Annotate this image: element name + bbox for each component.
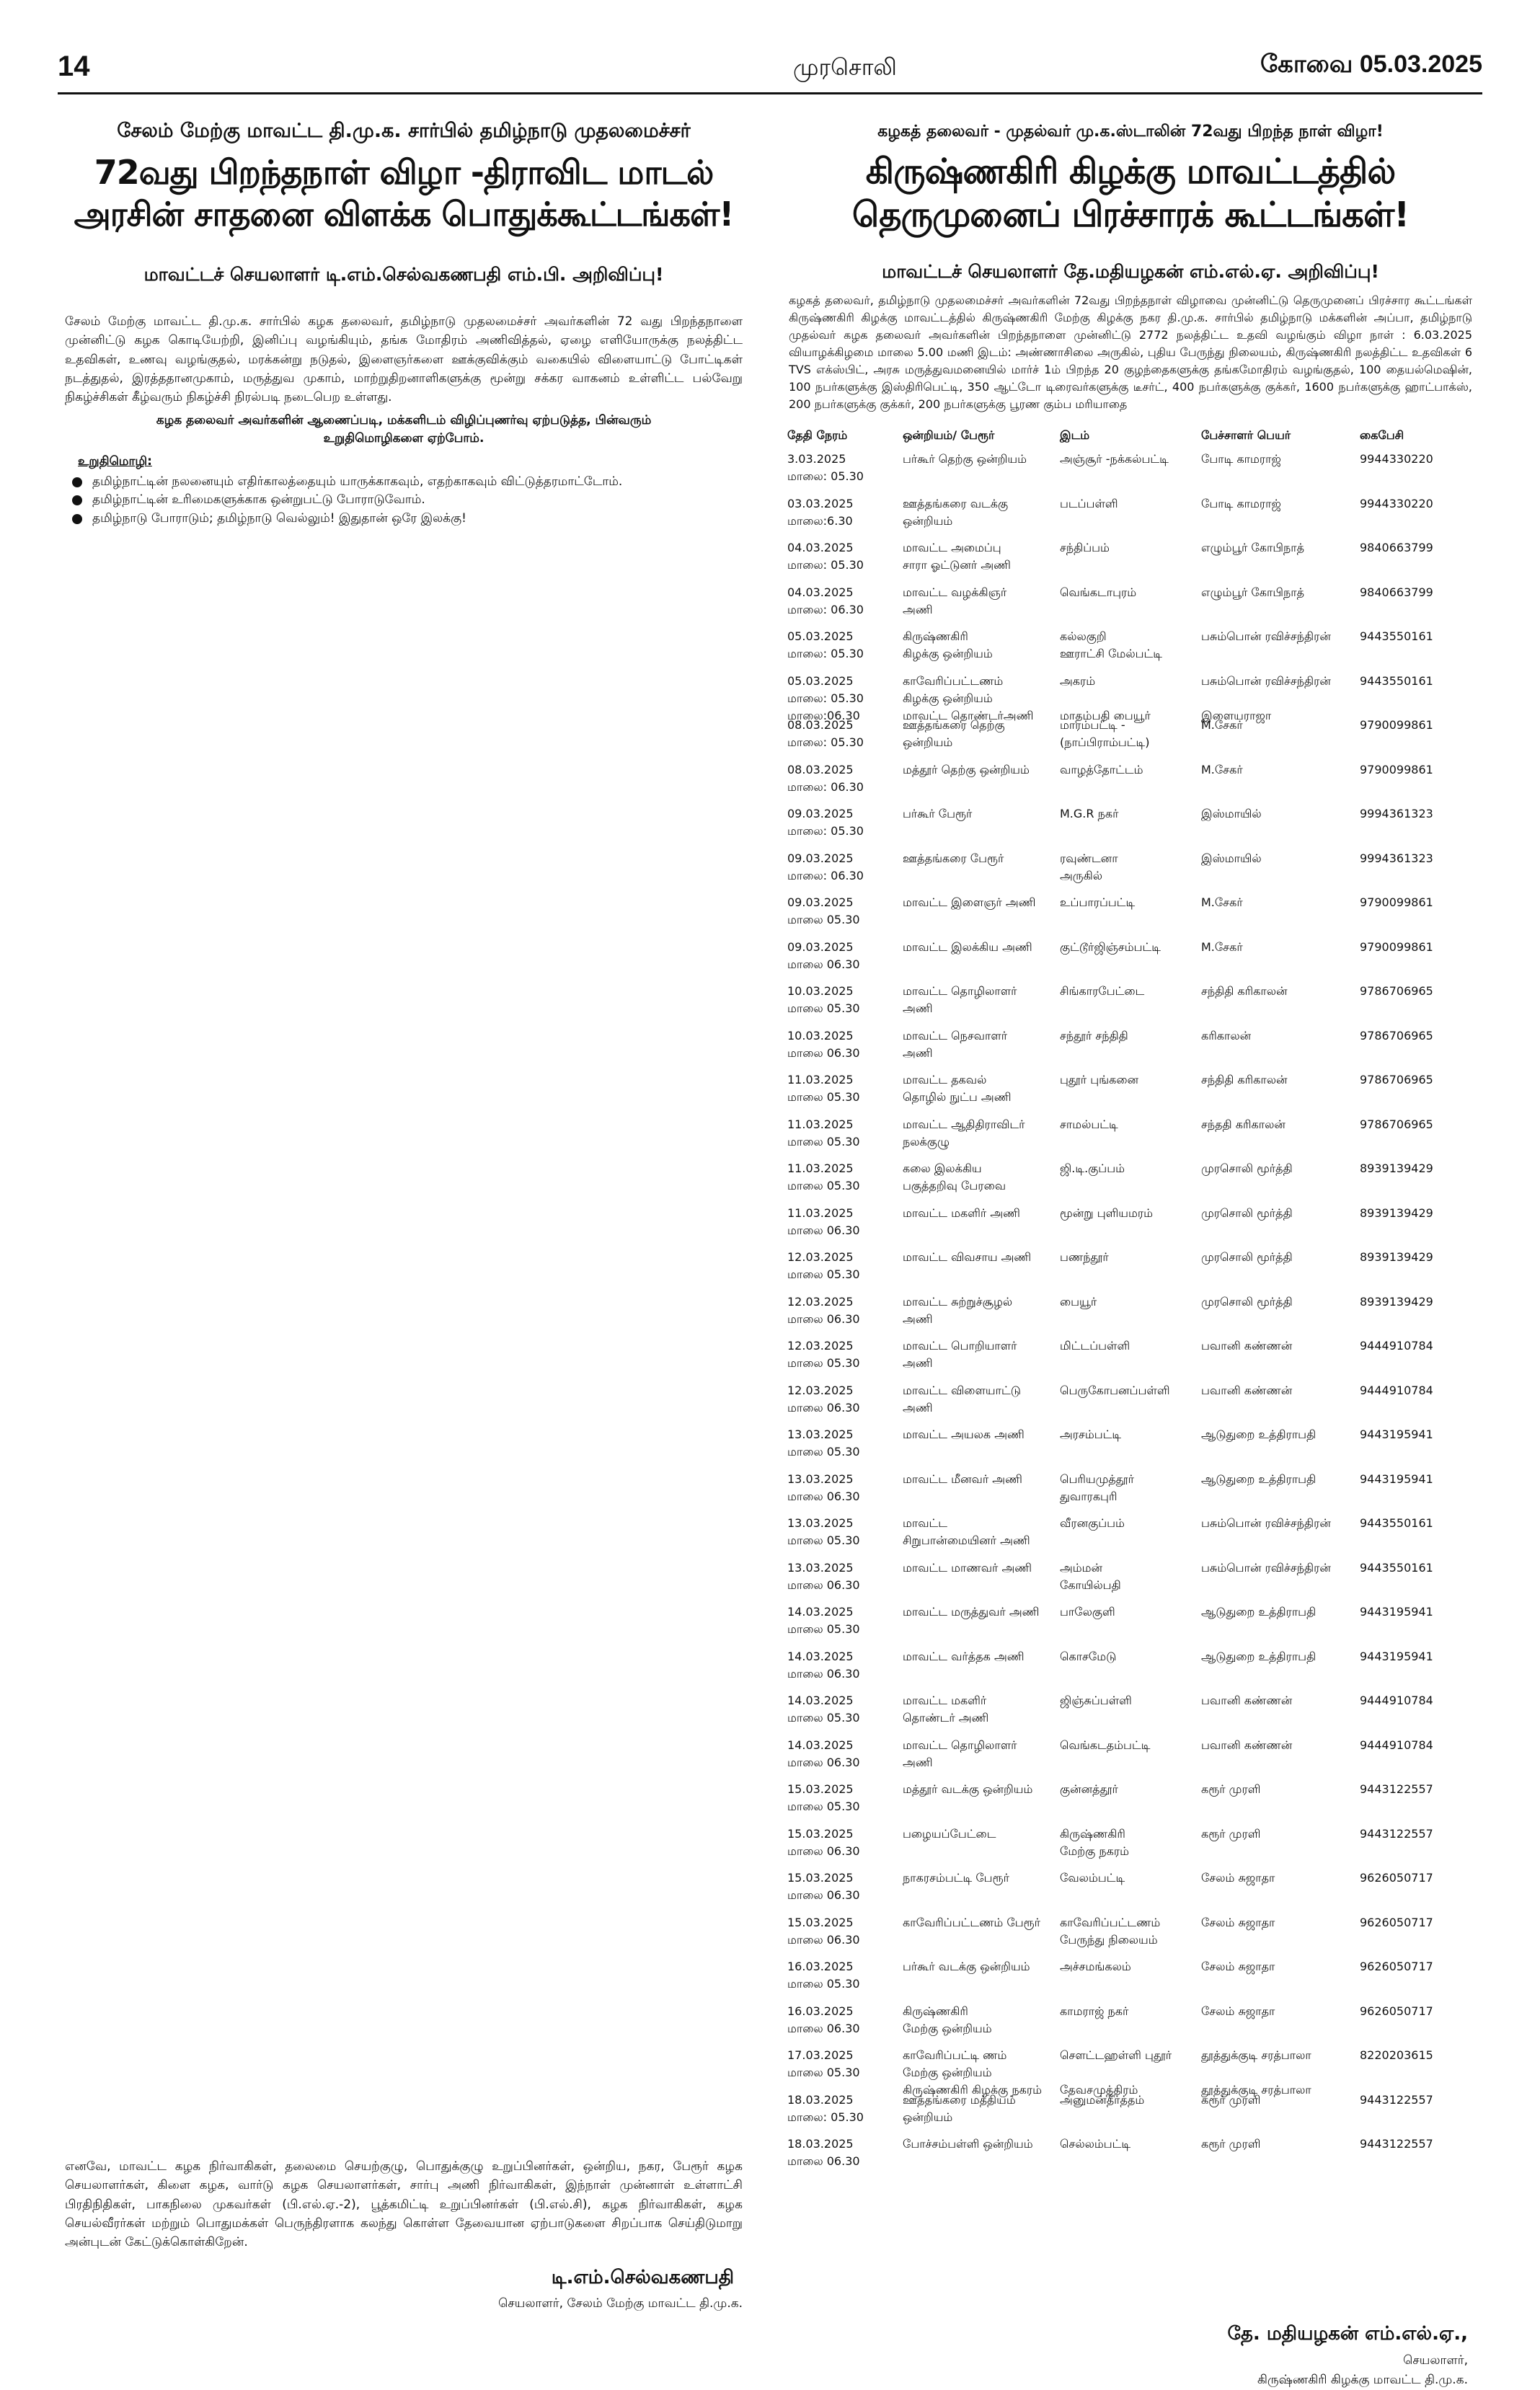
cell-place: அனுமன்தீர்த்தம்	[1060, 2092, 1145, 2107]
left-headline	[58, 152, 750, 235]
cell-phone: 9786706965	[1360, 1073, 1433, 1086]
cell-speaker: முரசொலி மூர்த்தி	[1201, 1294, 1293, 1309]
cell-phone: 8939139429	[1360, 1205, 1433, 1220]
cell-speaker: முரசொலி மூர்த்தி	[1201, 1205, 1293, 1220]
left-notice-line-1: கழக தலைவர் அவர்களின் ஆணைப்படி, மக்களிடம் விழிப்புணர்வு ஏற்படுத்த, பின்வரும்	[156, 412, 652, 428]
cell-union: மாவட்ட மீனவர் அணி	[903, 1471, 1022, 1486]
cell-speaker: M.சேகர்	[1201, 762, 1243, 776]
right-headline-line-1: கிருஷ்ணகிரி கிழக்கு மாவட்டத்தில்	[865, 151, 1396, 192]
cell-union: மாவட்ட இளைஞர் அணி	[903, 895, 1036, 909]
table-row	[787, 492, 1465, 537]
cell-place: வாழத்தோட்டம்	[1060, 762, 1143, 776]
cell-speaker: இஸ்மாயில்	[1201, 807, 1262, 820]
bullet-icon	[72, 514, 82, 524]
cell-date: 15.03.2025 மாலை 06.30	[787, 1915, 860, 1947]
cell-date: 12.03.2025 மாலை 05.30	[787, 1339, 860, 1370]
cell-place: செல்லம்பட்டி	[1060, 2137, 1131, 2151]
right-subhead: மாவட்டச் செயலாளர் தே.மதியழகன் எம்.எல்.ஏ. அறிவிப்பு!	[882, 261, 1379, 282]
table-row	[787, 1823, 1465, 1867]
left-closing: எனவே, மாவட்ட கழக நிர்வாகிகள், தலைமை செயற்குழு, பொதுக்குழு உறுப்பினர்கள், ஒன்றிய, நகர, பேரூர் கழக செயலாளர்கள், கிளை கழக, வார்டு கழக செயலாளர்கள், சார்பு அணி நிர்வாகிகள், இந்நாள் முன்னாள் உள்ளாட்சி பிரதிநிதிகள், பாகநிலை முகவர்கள் (பி.எல்.ஏ.-2), பூத்கமிட்டி உறுப்பினர்கள் (பி.எல்.சி), கழக நிர்வாகிகள், கழக செயல்வீரர்கள் மற்றும் பொதுமக்கள் பெருந்திரளாக கலந்து கொள்ள தேவையான ஏற்பாடுகளை சிறப்பாக செய்திடுமாறு அன்புடன் கேட்டுக்கொள்கிறேன்.	[65, 2159, 743, 2250]
pledge-item	[72, 510, 750, 528]
cell-date: 12.03.2025 மாலை 05.30	[787, 1250, 860, 1281]
cell-date: 17.03.2025 மாலை 05.30	[787, 2048, 860, 2079]
cell-phone: 9626050717	[1360, 1871, 1433, 1885]
cell-union: மத்தூர் தெற்கு ஒன்றியம்	[903, 762, 1030, 776]
cell-phone: 9444910784	[1360, 1738, 1433, 1752]
cell-union: மாவட்ட மருத்துவர் அணி	[903, 1605, 1040, 1619]
table-row	[787, 1778, 1465, 1823]
cell-date: 13.03.2025 மாலை 06.30	[787, 1471, 860, 1503]
table-row	[787, 581, 1465, 626]
cell-phone: 9786706965	[1360, 1028, 1433, 1043]
cell-date: 15.03.2025 மாலை 06.30	[787, 1826, 860, 1858]
pledge-text: தமிழ்நாட்டின் நலனையும் எதிர்காலத்தையும் யாருக்காகவும், எதற்காகவும் விட்டுத்தரமாட்டோம்.	[92, 474, 623, 489]
table-row	[787, 2044, 1465, 2097]
table-row	[787, 891, 1465, 936]
left-notice-line-2: உறுதிமொழிகளை ஏற்போம்.	[323, 431, 484, 446]
bullet-icon	[72, 477, 82, 487]
cell-union: மாவட்ட மாணவர் அணி	[903, 1560, 1032, 1575]
cell-phone: 9444910784	[1360, 1383, 1433, 1397]
left-notice	[58, 412, 750, 448]
cell-date: 11.03.2025 மாலை 05.30	[787, 1117, 860, 1148]
table-row	[787, 1157, 1465, 1202]
cell-date: 04.03.2025 மாலை: 05.30	[787, 541, 864, 572]
cell-place: ரவுண்டனா அருகில்	[1060, 851, 1118, 882]
cell-speaker: தூத்துக்குடி சரத்பாலா தூத்துக்குடி சரத்பாலா	[1201, 2048, 1311, 2097]
cell-date: 09.03.2025 மாலை 05.30	[787, 895, 860, 926]
pledge-list	[58, 473, 750, 528]
cell-date: 16.03.2025 மாலை 06.30	[787, 2004, 860, 2035]
cell-date: 09.03.2025 மாலை: 06.30	[787, 851, 864, 882]
cell-date: 15.03.2025 மாலை 06.30	[787, 1871, 860, 1902]
cell-phone: 9994361323	[1360, 807, 1433, 820]
table-row	[787, 536, 1465, 581]
cell-union: மாவட்ட வர்த்தக அணி	[903, 1649, 1025, 1663]
cell-speaker: M.சேகர்	[1201, 718, 1243, 732]
cell-phone: 9790099861	[1360, 939, 1433, 954]
cell-speaker: இஸ்மாயில்	[1201, 851, 1262, 865]
cell-speaker: பசும்பொன் ரவிச்சந்திரன்	[1201, 629, 1331, 643]
cell-phone: 9994361323	[1360, 851, 1433, 865]
cell-speaker: முரசொலி மூர்த்தி	[1201, 1250, 1293, 1264]
cell-speaker: சந்ததி கரிகாலன்	[1201, 1117, 1285, 1131]
cell-phone: 9443195941	[1360, 1649, 1433, 1663]
schedule-body	[787, 448, 1465, 2177]
table-row	[787, 980, 1465, 1024]
cell-phone: 9790099861	[1360, 895, 1433, 909]
cell-speaker: ஆடுதுறை உத்திராபதி	[1201, 1649, 1316, 1663]
cell-phone: 9443122557	[1360, 2137, 1433, 2151]
right-headline-line-2: தெருமுனைப் பிரச்சாரக் கூட்டங்கள்!	[851, 195, 1410, 235]
cell-speaker: பவானி கண்ணன்	[1201, 1694, 1293, 1707]
cell-phone: 9786706965	[1360, 1117, 1433, 1131]
cell-date: 13.03.2025 மாலை 06.30	[787, 1560, 860, 1592]
pledge-text: தமிழ்நாடு போராடும்; தமிழ்நாடு வெல்லும்! இதுதான் ஒரே இலக்கு!	[92, 510, 466, 526]
table-row	[787, 1423, 1465, 1468]
table-row	[787, 936, 1465, 981]
cell-date: 14.03.2025 மாலை 06.30	[787, 1738, 860, 1769]
cell-speaker: போடி காமராஜ்	[1201, 452, 1281, 466]
cell-union: மாவட்ட இலக்கிய அணி	[903, 939, 1032, 954]
right-signatory-role-1: செயலாளர்,	[1403, 2353, 1468, 2368]
cell-union: மாவட்ட தகவல் தொழில் நுட்ப அணி	[903, 1073, 1012, 1104]
cell-phone: 9786706965	[1360, 984, 1433, 998]
bullet-icon	[72, 495, 82, 505]
cell-place: அரசம்பட்டி	[1060, 1428, 1122, 1441]
cell-phone: 9443195941	[1360, 1471, 1433, 1486]
cell-speaker: சேலம் சுஜாதா	[1201, 1960, 1275, 1973]
cell-speaker: கரூர் முரளி	[1201, 1826, 1261, 1841]
cell-phone: 9790099861	[1360, 762, 1433, 776]
cell-speaker: போடி காமராஜ்	[1201, 496, 1281, 510]
cell-union: காவேரிப்பட்டி ணம் மேற்கு ஒன்றியம் கிருஷ்ணகிரி கிழக்கு நகரம்	[903, 2048, 1042, 2097]
cell-date: 3.03.2025 மாலை: 05.30	[787, 452, 864, 483]
cell-place: பாலேகுளி	[1060, 1605, 1115, 1619]
cell-union: காவேரிப்பட்டணம் கிழக்கு ஒன்றியம் மாவட்ட தொண்டர்அணி	[903, 673, 1034, 722]
paper-name: முரசொலி	[793, 53, 897, 81]
left-headline-line-1: 72வது பிறந்தநாள் விழா -திராவிட மாடல்	[94, 153, 714, 192]
left-signatory: டி.எம்.செல்வகணபதி	[551, 2267, 734, 2288]
cell-union: மாவட்ட மகளிர் தொண்டர் அணி	[903, 1694, 989, 1725]
cell-union: மாவட்ட ஆதிதிராவிடர் நலக்குழு	[903, 1117, 1025, 1148]
header-speaker: பேச்சாளர் பெயர்	[1201, 428, 1291, 442]
table-row	[787, 1689, 1465, 1734]
cell-union: மாவட்ட விளையாட்டு அணி	[903, 1383, 1021, 1415]
cell-speaker: பவானி கண்ணன்	[1201, 1738, 1293, 1752]
cell-place: அம்மன் கோயில்பதி	[1060, 1560, 1121, 1592]
cell-place: அஞ்சூர் -நக்கல்பட்டி	[1060, 452, 1169, 466]
table-row	[787, 1202, 1465, 1247]
cell-date: 13.03.2025 மாலை 05.30	[787, 1428, 860, 1459]
pledge-title: உறுதிமொழி:	[78, 453, 152, 469]
table-row	[787, 1601, 1465, 1645]
table-row	[787, 1557, 1465, 1601]
cell-speaker: கரூர் முரளி	[1201, 1782, 1261, 1796]
cell-place: வேலம்பட்டி	[1060, 1871, 1125, 1885]
cell-place: மிட்டப்பள்ளி	[1060, 1339, 1130, 1353]
table-row	[787, 1512, 1465, 1557]
cell-place: சாமல்பட்டி	[1060, 1117, 1118, 1131]
cell-speaker: கரிகாலன்	[1201, 1028, 1252, 1043]
cell-union: மாவட்ட சிறுபான்மையினர் அணி	[903, 1516, 1030, 1547]
cell-phone: 9840663799	[1360, 585, 1433, 599]
cell-place: அச்சமங்கலம்	[1060, 1960, 1131, 1973]
cell-union: மாவட்ட பொறியாளர் அணி	[903, 1339, 1017, 1370]
cell-union: ஊத்தங்கரை வடக்கு ஒன்றியம்	[903, 496, 1009, 528]
cell-union: ஊத்தங்கரை தெற்கு ஒன்றியம்	[903, 718, 1005, 749]
cell-speaker: சேலம் சுஜாதா	[1201, 1871, 1275, 1885]
cell-date: 14.03.2025 மாலை 06.30	[787, 1649, 860, 1681]
cell-date: 11.03.2025 மாலை 06.30	[787, 1205, 860, 1237]
cell-place: மூன்று புளியமரம்	[1060, 1205, 1154, 1220]
cell-place: கல்லகுறி ஊராட்சி மேல்பட்டி	[1060, 629, 1163, 660]
cell-speaker: சந்திதி கரிகாலன்	[1201, 1073, 1288, 1086]
cell-place: குட்டூர்ஜிஞ்சம்பட்டி	[1060, 939, 1161, 954]
right-headline	[779, 150, 1482, 236]
cell-union: காவேரிப்பட்டணம் பேரூர்	[903, 1915, 1041, 1929]
cell-date: 05.03.2025 மாலை: 05.30	[787, 629, 864, 660]
cell-phone: 9443122557	[1360, 2092, 1433, 2107]
cell-date: 18.03.2025 மாலை 06.30	[787, 2137, 860, 2168]
cell-speaker: ஆடுதுறை உத்திராபதி	[1201, 1428, 1316, 1441]
table-row	[787, 670, 1465, 722]
cell-place: உப்பாரப்பட்டி	[1060, 895, 1136, 909]
cell-union: மாவட்ட வழக்கிஞர் அணி	[903, 585, 1007, 616]
cell-date: 10.03.2025 மாலை 05.30	[787, 984, 860, 1015]
cell-date: 09.03.2025 மாலை: 05.30	[787, 807, 864, 838]
cell-union: மாவட்ட அமைப்பு சாரா ஓட்டுனர் அணி	[903, 541, 1011, 572]
cell-place: சௌட்டஹள்ளி புதூர் தேவசமுத்திரம்	[1060, 2048, 1172, 2097]
cell-union: மாவட்ட சுற்றுச்சூழல் அணி	[903, 1294, 1013, 1326]
table-row	[787, 1911, 1465, 1956]
cell-speaker: M.சேகர்	[1201, 939, 1243, 954]
cell-phone: 9626050717	[1360, 2004, 1433, 2018]
pledge-text: தமிழ்நாட்டின் உரிமைகளுக்காக ஒன்றுபட்டு போராடுவோம்.	[92, 492, 425, 508]
cell-place: சிங்காரபேட்டை	[1060, 984, 1145, 998]
cell-date: 15.03.2025 மாலை 05.30	[787, 1782, 860, 1813]
cell-date: 10.03.2025 மாலை 06.30	[787, 1028, 860, 1060]
table-row	[787, 1291, 1465, 1335]
left-subhead: மாவட்டச் செயலாளர் டி.எம்.செல்வகணபதி எம்.பி. அறிவிப்பு!	[143, 264, 664, 286]
cell-speaker: சேலம் சுஜாதா	[1201, 2004, 1275, 2018]
table-row	[787, 448, 1465, 492]
right-kicker: கழகத் தலைவர் - முதல்வர் மு.க.ஸ்டாலின் 72வது பிறந்த நாள் விழா!	[877, 123, 1384, 141]
table-row	[787, 1335, 1465, 1379]
table-row	[787, 847, 1465, 892]
cell-speaker: பவானி கண்ணன்	[1201, 1339, 1293, 1353]
table-row	[787, 2000, 1465, 2045]
cell-speaker: ஆடுதுறை உத்திராபதி	[1201, 1471, 1316, 1486]
cell-speaker: பவானி கண்ணன்	[1201, 1383, 1293, 1397]
cell-date: 03.03.2025 மாலை:6.30	[787, 496, 854, 528]
cell-speaker: கரூர் முரளி	[1201, 2137, 1261, 2151]
cell-union: மாவட்ட மகளிர் அணி	[903, 1205, 1020, 1220]
left-headline-line-2: அரசின் சாதனை விளக்க பொதுக்கூட்டங்கள்!	[74, 194, 734, 234]
cell-place: பையூர்	[1060, 1294, 1097, 1309]
cell-phone: 8939139429	[1360, 1161, 1433, 1175]
cell-date: 13.03.2025 மாலை 05.30	[787, 1516, 860, 1547]
table-row	[787, 802, 1465, 847]
table-row	[787, 1734, 1465, 1779]
cell-place: கொசமேடு	[1060, 1649, 1117, 1663]
cell-date: 14.03.2025 மாலை 05.30	[787, 1694, 860, 1725]
cell-union: பழையப்பேட்டை	[903, 1826, 996, 1841]
right-signatory-role	[1228, 2351, 1468, 2390]
cell-place: காவேரிப்பட்டணம் பேருந்து நிலையம்	[1060, 1915, 1161, 1947]
cell-union: பர்கூர் தெற்கு ஒன்றியம்	[903, 452, 1027, 466]
cell-union: கிருஷ்ணகிரி மேற்கு ஒன்றியம்	[903, 2004, 992, 2035]
cell-union: மாவட்ட தொழிலாளர் அணி	[903, 1738, 1017, 1769]
cell-date: 18.03.2025 மாலை: 05.30	[787, 2092, 864, 2124]
pledge-item	[72, 473, 750, 492]
table-row	[787, 1468, 1465, 1513]
cell-place: காமராஜ் நகர்	[1060, 2004, 1129, 2018]
cell-date: 08.03.2025 மாலை: 05.30	[787, 718, 864, 749]
left-body: சேலம் மேற்கு மாவட்ட தி.மு.க. சார்பில் கழக தலைவர், தமிழ்நாடு முதலமைச்சர் அவர்களின் 72 வது பிறந்தநாளை முன்னிட்டு கழக கொடியேற்றி, இனிப்பு வழங்கியும், தங்க மோதிரம் அணிவித்தல், ஏழை எளியோருக்கு நலத்திட்ட உதவிகள், உணவு வழங்குதல், மரக்கன்று நடுதல், இளைஞர்களை ஊக்குவிக்கும் வகையில் விளையாட்டு போட்டிகள் நடத்துதல், இரத்ததானமுகாம், மருத்துவ முகாம், மாற்றுதிறனாளிகளுக்கு மூன்று சக்கர வாகனம் உள்ளிட்ட பல்வேறு நிகழ்ச்சிகள் கீழ்வரும் நிகழ்ச்சி நிரல்படி நடைபெற உள்ளது.	[65, 314, 743, 405]
right-body: கழகத் தலைவர், தமிழ்நாடு முதலமைச்சர் அவர்களின் 72வது பிறந்தநாள் விழாவை முன்னிட்டு தெருமுனைப் பிரச்சார கூட்டங்கள் கிருஷ்ணகிரி கிழக்கு மாவட்டத்தில் கிருஷ்ணகிரி மேற்கு கிழக்கு நகர தி.மு.க. சார்பில் தமிழ்நாடு மக்களின் அப்பா, தமிழ்நாடு முதல்வர் கழக தலைவர் அவர்களின் பிறந்தநாளை முன்னிட்டு 2772 நலத்திட்ட உதவி வழங்கும் விழா நாள் : 6.03.2025 வியாழக்கிழமை மாலை 5.00 மணி இடம்: அண்ணாசிலை அருகில், புதிய பேருந்து நிலையம், கிருஷ்ணகிரி நலத்திட்ட உதவிகள் 6 TVS எக்ஸ்பிட், அரசு மருத்துவமனையில் மார்ச் 1ம் பிறந்த 20 குழந்தைகளுக்கு தங்கமோதிரம் வழங்குதல், 100 தையல்மெஷின், 100 நபர்களுக்கு இஸ்திரிபெட்டி, 350 ஆட்டோ டிரைவர்களுக்கு டீசர்ட், 400 நபர்களுக்கு குக்கர், 1600 நபர்களுக்கு ஹாட்பாக்ஸ், 200 நபர்களுக்கு குக்கர், 200 நபர்களுக்கு பூரண கும்ப மரியாதை	[789, 293, 1473, 411]
cell-speaker: சேலம் சுஜாதா	[1201, 1915, 1275, 1929]
cell-date: 16.03.2025 மாலை 05.30	[787, 1960, 860, 1991]
cell-place: பெரியமுத்தூர் துவாரகபுரி	[1060, 1471, 1134, 1503]
edition-date: கோவை 05.03.2025	[1260, 50, 1482, 78]
cell-place: மாரம்பட்டி - (நாப்பிராம்பட்டி)	[1060, 718, 1150, 749]
cell-phone: 9840663799	[1360, 541, 1433, 554]
table-row	[787, 1645, 1465, 1690]
pledge-item	[72, 491, 750, 510]
table-row	[787, 758, 1465, 803]
cell-speaker: பசும்பொன் ரவிச்சந்திரன்	[1201, 1560, 1331, 1575]
cell-phone: 9444910784	[1360, 1339, 1433, 1353]
cell-union: போச்சம்பள்ளி ஒன்றியம்	[903, 2137, 1033, 2151]
table-row	[787, 1867, 1465, 1911]
left-kicker: சேலம் மேற்கு மாவட்ட தி.மு.க. சார்பில் தமிழ்நாடு முதலமைச்சர்	[117, 120, 691, 142]
cell-date: 04.03.2025 மாலை: 06.30	[787, 585, 864, 616]
table-row	[787, 1068, 1465, 1113]
cell-union: கிருஷ்ணகிரி கிழக்கு ஒன்றியம்	[903, 629, 993, 660]
table-row	[787, 1379, 1465, 1424]
cell-union: ஊத்தங்கரை பேரூர்	[903, 851, 1004, 865]
cell-place: சந்தூர் சந்திதி	[1060, 1028, 1128, 1043]
cell-phone: 9443122557	[1360, 1826, 1433, 1841]
right-signatory: தே. மதியழகன் எம்.எல்.ஏ.,	[1227, 2323, 1468, 2345]
cell-date: 14.03.2025 மாலை 05.30	[787, 1605, 860, 1636]
cell-union: மாவட்ட நெசவாளர் அணி	[903, 1028, 1008, 1060]
cell-speaker: எழும்பூர் கோபிநாத்	[1201, 585, 1305, 599]
cell-phone: 9443550161	[1360, 629, 1433, 643]
table-row	[787, 2133, 1465, 2177]
cell-place: குன்னத்தூர்	[1060, 1782, 1118, 1796]
cell-speaker: எழும்பூர் கோபிநாத்	[1201, 541, 1305, 554]
cell-place: ஜி.டி.குப்பம்	[1060, 1161, 1125, 1175]
cell-speaker: முரசொலி மூர்த்தி	[1201, 1161, 1293, 1175]
table-row	[787, 1024, 1465, 1069]
cell-phone: 9626050717	[1360, 1960, 1433, 1973]
cell-place: பெருகோபனப்பள்ளி	[1060, 1383, 1170, 1397]
cell-date: 12.03.2025 மாலை 06.30	[787, 1383, 860, 1415]
table-row	[787, 1955, 1465, 2000]
schedule-table	[787, 423, 1465, 2177]
cell-place: வெங்கடதம்பட்டி	[1060, 1738, 1151, 1752]
cell-phone: 9790099861	[1360, 718, 1433, 732]
header-union: ஒன்றியம்/ பேரூர்	[903, 428, 995, 442]
cell-phone: 8220203615	[1360, 2048, 1433, 2062]
table-row	[787, 714, 1465, 758]
cell-speaker: சந்திதி கரிகாலன்	[1201, 984, 1288, 998]
cell-place: அகரம் மாதம்பதி பையூர்	[1060, 673, 1151, 722]
cell-speaker: பசும்பொன் ரவிச்சந்திரன்	[1201, 1516, 1331, 1530]
cell-phone: 9443550161	[1360, 1516, 1433, 1530]
cell-place: படப்பள்ளி	[1060, 496, 1118, 510]
cell-phone: 9443195941	[1360, 1428, 1433, 1441]
table-row	[787, 2089, 1465, 2133]
schedule-header-row	[787, 423, 1465, 448]
masthead-rule	[58, 92, 1482, 94]
cell-union: மாவட்ட விவசாய அணி	[903, 1250, 1032, 1264]
cell-union: பர்கூர் வடக்கு ஒன்றியம்	[903, 1960, 1030, 1973]
header-place: இடம்	[1060, 428, 1090, 442]
cell-union: மாவட்ட அயலக அணி	[903, 1428, 1025, 1441]
cell-phone: 9443122557	[1360, 1782, 1433, 1796]
cell-phone: 8939139429	[1360, 1250, 1433, 1264]
cell-speaker: ஆடுதுறை உத்திராபதி	[1201, 1605, 1316, 1619]
cell-place: சந்திப்பம்	[1060, 541, 1110, 554]
right-signature	[1228, 2323, 1468, 2390]
cell-union: பர்கூர் பேரூர்	[903, 807, 973, 820]
cell-phone: 9626050717	[1360, 1915, 1433, 1929]
cell-phone: 9443195941	[1360, 1605, 1433, 1619]
cell-date: 11.03.2025 மாலை 05.30	[787, 1073, 860, 1104]
table-row	[787, 625, 1465, 670]
cell-union: மத்தூர் வடக்கு ஒன்றியம்	[903, 1782, 1033, 1796]
table-row	[787, 1246, 1465, 1291]
cell-phone: 9443550161	[1360, 673, 1433, 688]
right-article	[779, 108, 1482, 2388]
cell-union: மாவட்ட தொழிலாளர் அணி	[903, 984, 1017, 1015]
cell-speaker: பசும்பொன் ரவிச்சந்திரன் இளையராஜா	[1201, 673, 1331, 722]
cell-phone: 9944330220	[1360, 452, 1433, 466]
cell-phone: 9944330220	[1360, 496, 1433, 510]
cell-date: 09.03.2025 மாலை 06.30	[787, 939, 860, 971]
cell-date: 12.03.2025 மாலை 06.30	[787, 1294, 860, 1326]
cell-place: கிருஷ்ணகிரி மேற்கு நகரம்	[1060, 1826, 1129, 1858]
cell-place: பணந்தூர்	[1060, 1250, 1109, 1264]
cell-union: நாகரசம்பட்டி பேரூர்	[903, 1871, 1009, 1885]
cell-date: 05.03.2025 மாலை: 05.30 மாலை:06.30	[787, 673, 864, 722]
left-article	[58, 108, 750, 2343]
header-date: தேதி நேரம்	[787, 428, 848, 442]
cell-place: M.G.R நகர்	[1060, 807, 1119, 820]
cell-speaker: M.சேகர்	[1201, 895, 1243, 909]
cell-union: ஊத்தங்கரை மத்தியம் ஒன்றியம்	[903, 2092, 1016, 2124]
page-number: 14	[58, 50, 90, 82]
cell-phone: 8939139429	[1360, 1294, 1433, 1309]
left-signature	[65, 2267, 743, 2312]
cell-union: கலை இலக்கிய பகுத்தறிவு பேரவை	[903, 1161, 1006, 1192]
cell-speaker: கரூர் முரளி	[1201, 2092, 1261, 2107]
header-phone: கைபேசி	[1360, 428, 1404, 442]
cell-place: வீரனகுப்பம்	[1060, 1516, 1125, 1530]
right-signatory-role-2: கிருஷ்ணகிரி கிழக்கு மாவட்ட தி.மு.க.	[1257, 2373, 1468, 2388]
cell-date: 11.03.2025 மாலை 05.30	[787, 1161, 860, 1192]
cell-place: புதூர் புங்கனை	[1060, 1073, 1139, 1086]
left-signatory-role: செயலாளர், சேலம் மேற்கு மாவட்ட தி.மு.க.	[498, 2296, 743, 2311]
table-row	[787, 1113, 1465, 1158]
cell-phone: 9443550161	[1360, 1560, 1433, 1575]
cell-place: ஜிஞ்சுப்பள்ளி	[1060, 1694, 1132, 1707]
cell-place: வெங்கடாபுரம்	[1060, 585, 1137, 599]
cell-date: 08.03.2025 மாலை: 06.30	[787, 762, 864, 794]
cell-phone: 9444910784	[1360, 1694, 1433, 1707]
